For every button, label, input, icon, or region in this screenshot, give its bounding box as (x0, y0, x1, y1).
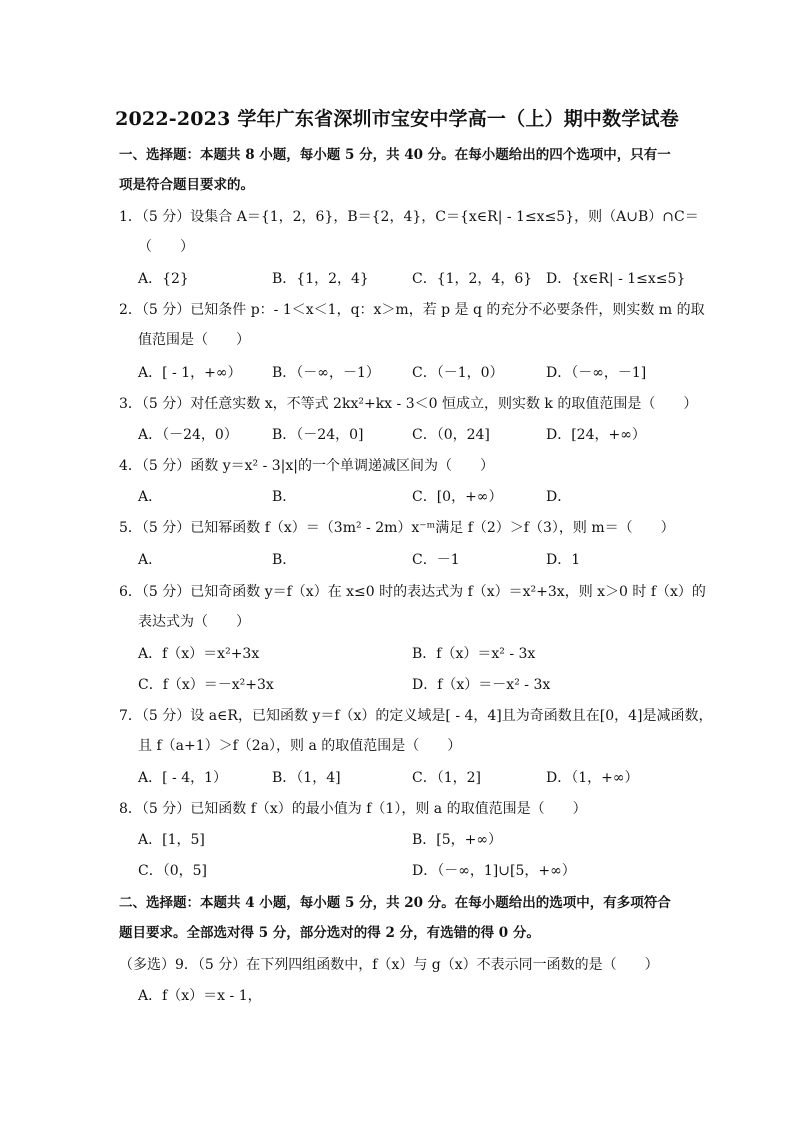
question-6-option-c: C．f（x）＝－x²+3x (138, 677, 274, 693)
question-7-stem-line1: 7．（5 分）设 a∈R，已知函数 y＝f（x）的定义域是[ - 4，4]且为奇函数且在[0，4]是减函数， (119, 708, 713, 724)
question-6-stem-line2: 表达式为（ ） (138, 614, 250, 630)
question-5-stem: 5．（5 分）已知幂函数 f（x）＝（3m² - 2m）x⁻ᵐ满足 f（2）＞f（3），则 m＝（ ） (119, 520, 675, 536)
question-1-option-d: D．{x∈R| - 1≤x≤5} (546, 271, 686, 287)
question-2-option-c: C．（－1，0） (412, 365, 504, 381)
question-2-option-d: D．（－∞，－1] (546, 365, 647, 381)
question-5-option-d: D．1 (546, 552, 581, 568)
question-1-stem-line1: 1．（5 分）设集合 A＝{1，2，6}，B＝{2，4}，C＝{x∈R| - 1≤x≤5}，则（A∪B）∩C＝ (119, 209, 699, 225)
question-3-option-a: A．（－24，0） (138, 427, 238, 443)
question-3-option-d: D．[24，+∞） (546, 427, 646, 443)
question-7-option-d: D．（1，+∞） (546, 770, 639, 786)
question-2-stem-line1: 2．（5 分）已知条件 p：- 1＜x＜1，q：x＞m，若 p 是 q 的充分不必要条件，则实数 m 的取 (119, 302, 705, 318)
section1-heading-line1: 一、选择题：本题共 8 小题，每小题 5 分，共 40 分。在每小题给出的四个选项中，只有一 (119, 147, 671, 163)
question-7-option-a: A．[ - 4，1） (138, 770, 228, 786)
question-4-option-d: D． (546, 489, 572, 505)
question-5-option-b: B． (272, 552, 297, 568)
question-4-option-b: B． (272, 489, 297, 505)
question-6-stem-line1: 6．（5 分）已知奇函数 y＝f（x）在 x≤0 时的表达式为 f（x）＝x²+3x，则 x＞0 时 f（x）的 (119, 584, 706, 600)
question-8-stem: 8．（5 分）已知函数 f（x）的最小值为 f（1），则 a 的取值范围是（ ） (119, 801, 587, 817)
question-3-stem: 3．（5 分）对任意实数 x，不等式 2kx²+kx - 3＜0 恒成立，则实数 k 的取值范围是（ ） (119, 396, 698, 412)
section1-heading-line2: 项是符合题目要求的。 (119, 177, 254, 193)
question-4-stem: 4．（5 分）函数 y＝x² - 3|x|的一个单调递减区间为（ ） (119, 458, 494, 474)
question-9-stem: （多选）9．（5 分）在下列四组函数中，f（x）与 g（x）不表示同一函数的是（ ） (119, 957, 659, 973)
question-7-stem-line2: 且 f（a+1）＞f（2a），则 a 的取值范围是（ ） (138, 738, 462, 754)
question-9-option-a: A．f（x）＝x - 1， (138, 988, 262, 1004)
question-2-option-b: B．（－∞，－1） (272, 365, 380, 381)
question-8-option-d: D．（－∞，1]∪[5，+∞） (412, 863, 576, 879)
question-7-option-b: B．（1，4] (272, 770, 341, 786)
section2-heading-line2: 题目要求。全部选对得 5 分，部分选对的得 2 分，有选错的得 0 分。 (119, 925, 540, 941)
question-8-option-c: C．（0，5] (138, 863, 207, 879)
question-4-option-c: C．[0，+∞） (412, 489, 503, 505)
question-8-option-b: B．[5，+∞） (412, 832, 503, 848)
section2-heading-line1: 二、选择题：本题共 4 小题，每小题 5 分，共 20 分。在每小题给出的选项中，有多项符合 (119, 895, 671, 911)
question-2-option-a: A．[ - 1，+∞） (138, 365, 242, 381)
question-1-option-b: B．{1，2，4} (272, 271, 369, 287)
question-3-option-c: C．（0，24] (412, 427, 490, 443)
question-5-option-a: A． (138, 552, 163, 568)
question-4-option-a: A． (138, 489, 163, 505)
question-7-option-c: C．（1，2] (412, 770, 481, 786)
question-5-option-c: C．－1 (412, 552, 460, 568)
exam-title: 2022-2023 学年广东省深圳市宝安中学高一（上）期中数学试卷 (115, 108, 679, 130)
question-8-option-a: A．[1，5] (138, 832, 205, 848)
question-2-stem-line2: 值范围是（ ） (138, 332, 250, 348)
question-6-option-a: A．f（x）＝x²+3x (138, 646, 260, 662)
question-1-option-c: C．{1，2，4，6} (412, 271, 533, 287)
question-1-option-a: A．{2} (138, 271, 189, 287)
question-3-option-b: B．（－24，0] (272, 427, 364, 443)
question-6-option-d: D．f（x）＝－x² - 3x (412, 677, 551, 693)
question-6-option-b: B．f（x）＝x² - 3x (412, 646, 536, 662)
question-1-stem-line2: （ ） (138, 239, 194, 255)
